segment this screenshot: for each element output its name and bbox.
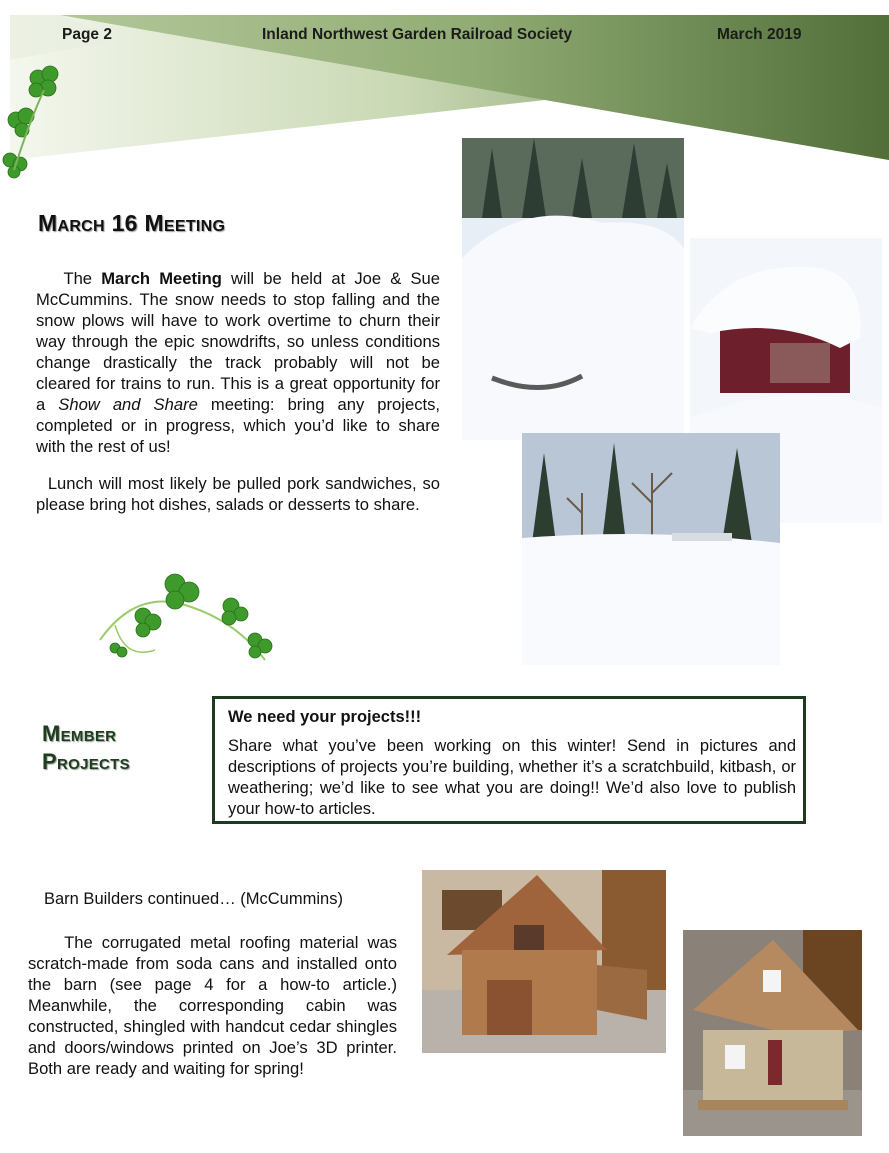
cabin-model-photo	[683, 930, 862, 1136]
snow-photo-yard	[522, 433, 780, 665]
page-number: Page 2	[62, 26, 112, 43]
snow-photo-drifts	[462, 138, 684, 440]
projects-box-heading: We need your projects!!!	[228, 708, 422, 726]
issue-date: March 2019	[717, 26, 802, 43]
barn-model-photo	[422, 870, 666, 1053]
shamrock-vine-icon	[95, 570, 280, 675]
member-projects-title-line2: Projects	[42, 749, 130, 774]
meeting-italic-text: Show and Share	[58, 395, 198, 414]
barn-builders-body: The corrugated metal roofing material was scratch-made from soda cans and installed onto the barn (see page 4 for a how-to article.) Meanwhile, the corresponding cabin was constructed, shingled with handcut cedar shingles and doors/windows printed on Joe’s 3D printer. Both are ready and waiting for spring!	[28, 933, 397, 1078]
shamrock-cluster-icon	[0, 60, 85, 190]
projects-callout-box	[212, 696, 806, 824]
society-name: Inland Northwest Garden Railroad Society	[262, 26, 573, 43]
member-projects-title-line1: Member	[42, 721, 117, 746]
projects-box-text: Share what you’ve been working on this winter! Send in pictures and descriptions of projects you’re building, whether it’s a scratchbuild, kitbash, or weathering; we’d like to see what you are doing!! We’d also love to publish your how-to articles.	[228, 737, 796, 818]
barn-builders-heading: Barn Builders continued… (McCummins)	[44, 890, 343, 908]
lunch-paragraph: Lunch will most likely be pulled pork sandwiches, so please bring hot dishes, salads or desserts to share.	[36, 474, 440, 514]
meeting-bold-text: March Meeting	[101, 269, 222, 288]
meeting-title: March 16 Meeting	[38, 210, 226, 236]
meeting-body: The March Meeting will be held at Joe & Sue McCummins. The snow needs to stop falling and the snow plows will have to work overtime to churn their way through the epic snowdrifts, so unless conditions change drastically the track probably will not be cleared for trains to run. This is a great opportunity for a Show and Share meeting: bring any projects, completed or in progress, which you’d like to share with the rest of us! Lunch will most likely be pulled pork sandwiches, so please bring hot dishes, salads or desserts to share.	[36, 269, 441, 514]
member-projects-title	[42, 720, 130, 776]
